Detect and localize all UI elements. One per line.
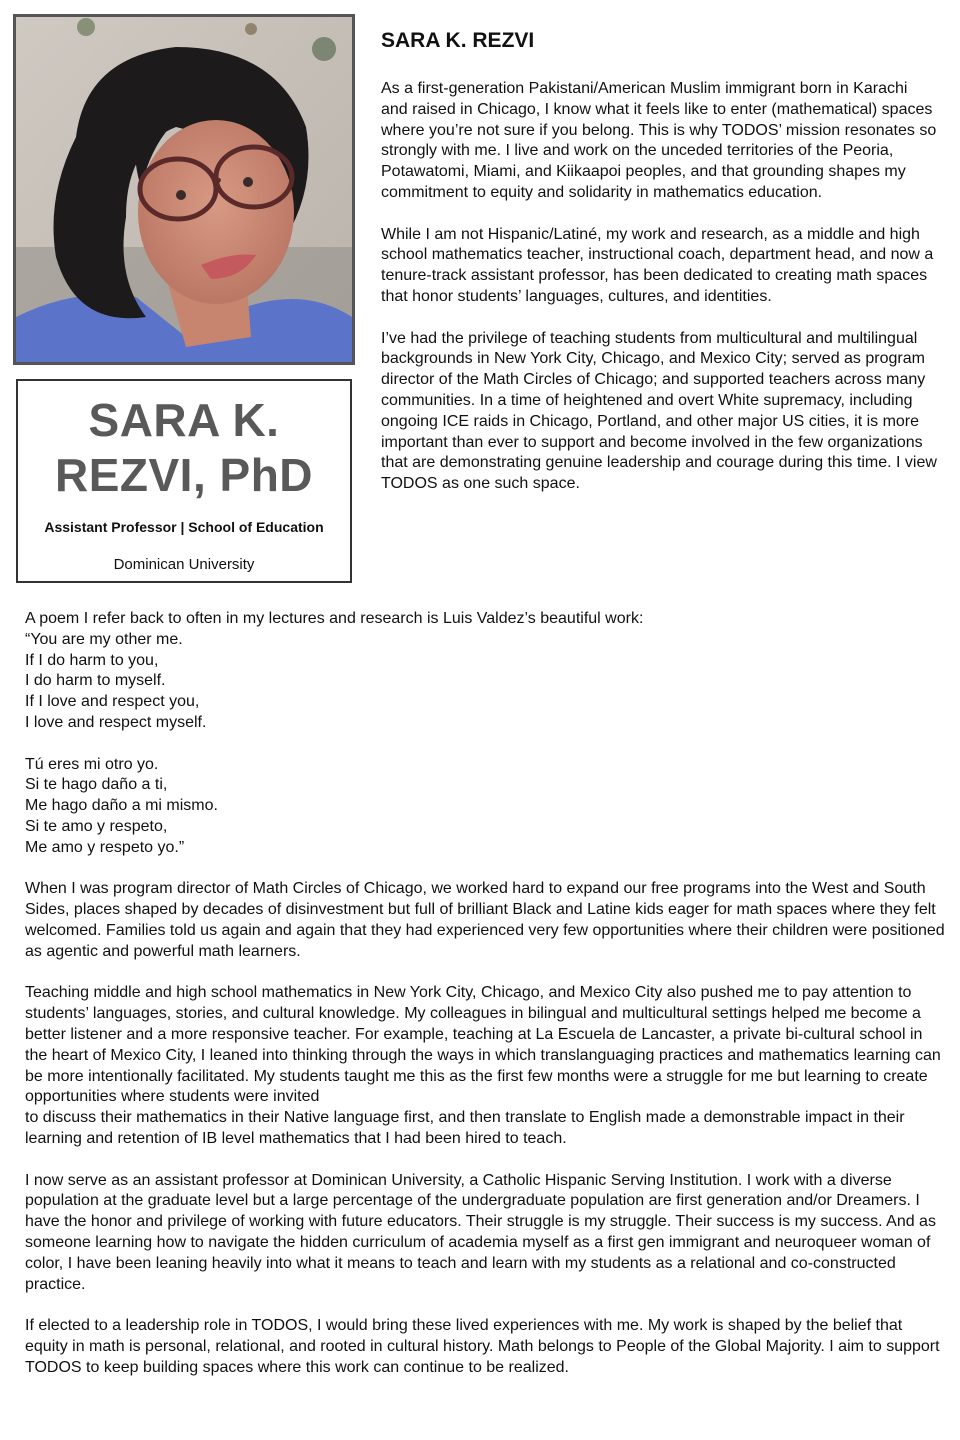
poem-line-es: Si te hago daño a ti, — [25, 776, 168, 794]
card-role: Assistant Professor | School of Education — [44, 519, 324, 535]
card-name — [18, 393, 350, 503]
card-name-line2: REZVI, PhD — [54, 449, 314, 501]
body-paragraph-1: When I was program director of Math Circles of Chicago, we worked hard to expand our free programs into the West and South Sides, places shaped by decades of disinvestment but full of brilliant Black and Latine kids eager for math spaces where they felt welcomed. Families told us again and again that they had experienced very few opportunities where their children were positioned as agentic and powerful math learners. — [25, 880, 945, 960]
portrait-illustration — [16, 17, 352, 362]
body-paragraph-2 — [25, 983, 945, 1149]
poem-line-en: I love and respect myself. — [25, 713, 207, 731]
intro-paragraph-1: As a first-generation Pakistani/American Muslim immigrant born in Karachi and raised in Chicago, I know what it feels like to enter (mathematical) spaces where you’re not sure if you belong. This is why TODOS’ mission resonates so strongly with me. I live and work on the unceded territories of the Peoria, Potawatomi, Miami, and Kiikaapoi peoples, and that grounding shapes my commitment to equity and solidarity in mathematics education. — [381, 80, 937, 201]
poem-line-en: If I love and respect you, — [25, 693, 200, 711]
body-paragraph-2b: to discuss their mathematics in their Native language first, and then translate to English made a demonstrable impact in their learning and retention of IB level mathematics that I had been hired to teach. — [25, 1109, 905, 1147]
poem-line-es: Me amo y respeto yo.” — [25, 838, 185, 856]
body-paragraph-3: I now serve as an assistant professor at Dominican University, a Catholic Hispanic Serving Institution. I work with a diverse population at the graduate level but a large percentage of the undergraduate population are first generation and/or Dreamers. I have the honor and privilege of working with future educators. Their struggle is my struggle. Their success is my success. And as someone learning how to navigate the hidden curriculum of academia myself as a first gen immigrant and neuroqueer woman of color, I have been leaning heavily into what it means to teach and learn with my students as a relational and co-constructed practice. — [25, 1171, 936, 1293]
card-institution: Dominican University — [113, 556, 255, 573]
statement-heading: SARA K. REZVI — [381, 29, 535, 52]
profile-photo — [13, 14, 355, 365]
statement-intro — [381, 28, 941, 516]
name-card — [16, 379, 352, 583]
poem-block — [25, 609, 945, 734]
poem-line-es: Si te amo y respeto, — [25, 817, 168, 835]
poem-line-en: I do harm to myself. — [25, 672, 166, 690]
card-name-line1: SARA K. — [88, 394, 280, 446]
intro-paragraph-3: I’ve had the privilege of teaching students from multicultural and multilingual backgrounds in New York City, Chicago, and Mexico City; served as program director of the Math Circles of Chicago; and supported teachers across many communities. In a time of heightened and overt White supremacy, including ongoing ICE raids in Chicago, Portland, and other major US cities, it is more important than ever to support and become involved in the few organizations that are demonstrating genuine leadership and courage during this time. I view TODOS as one such space. — [381, 329, 937, 493]
poem-line-en: If I do harm to you, — [25, 651, 159, 669]
body-paragraph-4: If elected to a leadership role in TODOS, I would bring these lived experiences with me. My work is shaped by the belief that equity in math is personal, relational, and rooted in cultural history. Math belongs to People of the Global Majority. I aim to support TODOS to keep building spaces where this work can continue to be realized. — [25, 1317, 940, 1376]
body-paragraph-2a: Teaching middle and high school mathematics in New York City, Chicago, and Mexico City also pushed me to pay attention to students’ languages, stories, and cultural knowledge. My colleagues in bilingual and multicultural settings helped me become a better listener and a more responsive teacher. For example, teaching at La Escuela de Lancaster, a private bi-cultural school in the heart of Mexico City, I leaned into thinking through the ways in which translanguaging practices and mathematics learning can be more intentionally facilitated. My students taught me this as the first few months were a struggle for me but learning to create opportunities where students were invited — [25, 984, 941, 1106]
intro-paragraph-2: While I am not Hispanic/Latiné, my work and research, as a middle and high school mathematics teacher, instructional coach, department head, and now a tenure-track assistant professor, has been dedicated to creating math spaces that honor students’ languages, cultures, and identities. — [381, 225, 934, 305]
poem-line-es: Tú eres mi otro yo. — [25, 755, 159, 773]
poem-line-es: Me hago daño a mi mismo. — [25, 797, 218, 815]
poem-block-spanish — [25, 755, 945, 859]
poem-line-en: “You are my other me. — [25, 630, 183, 648]
statement-body — [25, 609, 945, 1399]
poem-intro: A poem I refer back to often in my lectures and research is Luis Valdez’s beautiful work: — [25, 610, 644, 627]
